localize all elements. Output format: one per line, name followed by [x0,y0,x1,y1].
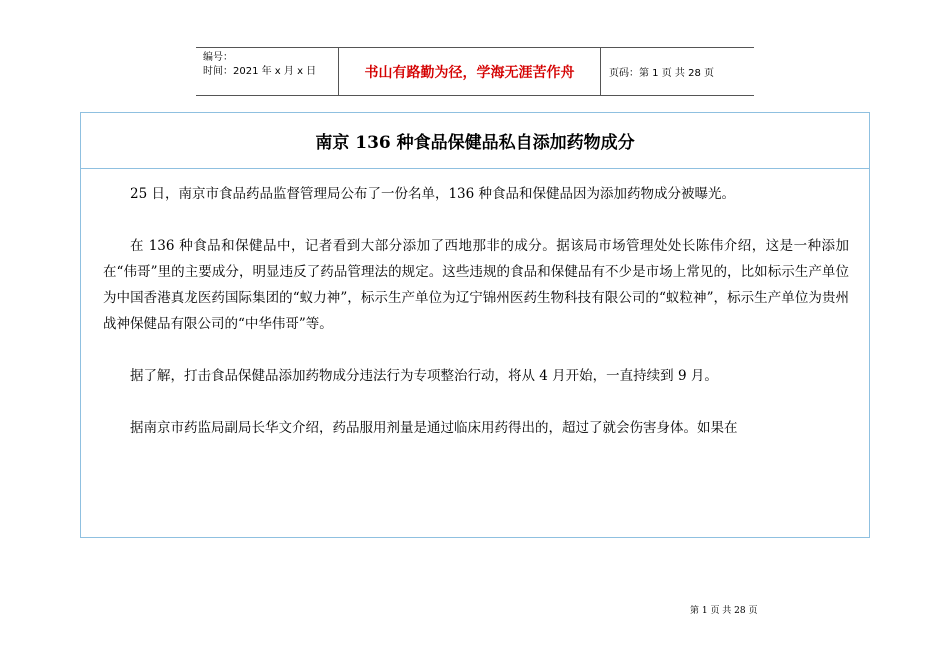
document-header [196,47,754,96]
document-number-label: 编号： [203,52,233,63]
paragraph: 据了解，打击食品保健品添加药物成分违法行为专项整治行动，将从 4 月开始，一直持续到 9 月。 [130,368,718,384]
document-time-label: 时间：2021 年 x 月 x 日 [203,66,317,77]
article-title: 南京 136 种食品保健品私自添加药物成分 [81,113,869,169]
header-page-info: 页码：第 1 页 共 28 页 [609,68,714,79]
paragraph: 25 日，南京市食品药品监督管理局公布了一份名单，136 种食品和保健品因为添加药物成分被曝光。 [130,186,736,202]
article-body [81,169,869,441]
header-meta [196,48,339,95]
page-footer: 第 1 页 共 28 页 [690,606,758,616]
paragraph: 据南京市药监局副局长华文介绍，药品服用剂量是通过临床用药得出的，超过了就会伤害身体。如果在 [130,420,738,436]
header-motto: 书山有路勤为径，学海无涯苦作舟 [339,48,601,95]
paragraph: 在 136 种食品和保健品中，记者看到大部分添加了西地那非的成分。据该局市场管理处处长陈伟介绍，这是一种添加在“伟哥”里的主要成分，明显违反了药品管理法的规定。这些违规的食品和保健品有不少是市场上常见的，比如标示生产单位为中国香港真龙医药国际集团的“蚁力神”，标示生产单位为辽宁锦州医药生物科技有限公司的“蚁粒神”，标示生产单位为贵州战神保健品有限公司的“中华伟哥”等。 [103,238,849,332]
article-frame [80,112,870,538]
